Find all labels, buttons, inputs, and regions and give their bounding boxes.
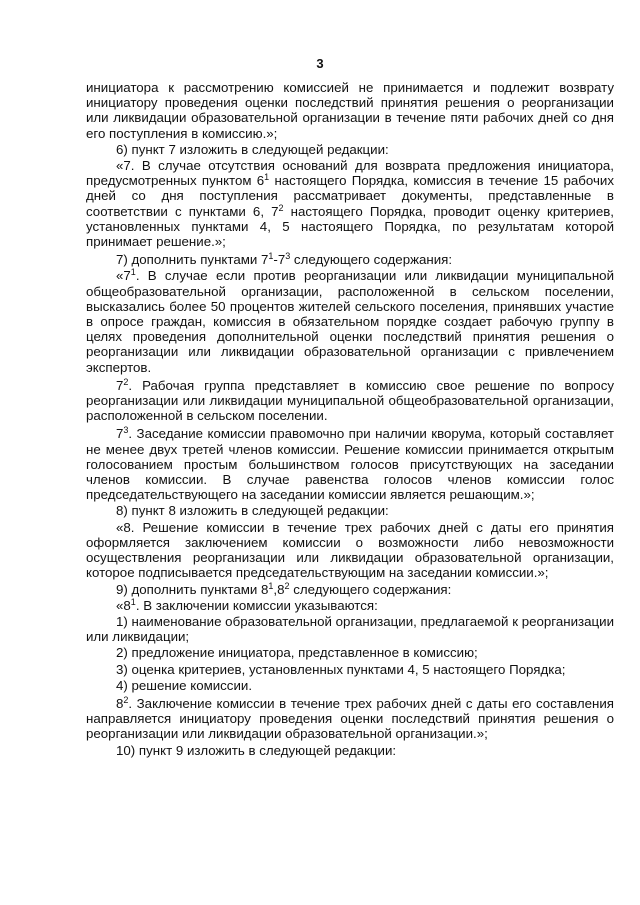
paragraph-clause-7: «7. В случае отсутствия оснований для возврата предложения инициатора, предусмотренных пунктом $6^1$ настоящего Порядка, комиссия в течение 15 рабочих дней со дня поступления рассматривает документы, представленные в соответствии с пунктами 6, $7^2$ настоящего Порядка, проводит оценку критериев, установленных пунктами 4, 5 настоящего Порядка, по результатам которой принимает решение.»; — [86, 158, 615, 250]
paragraph-clause-8-2: $8^2$. Заключение комиссии в течение трех рабочих дней с даты его составления направляется инициатору проведения оценки последствий принятия решения о реорганизации или ликвидации образовательной организации.»; — [86, 694, 614, 742]
paragraph-item-7: 7) дополнить пунктами $7^1-7^3$ следующего содержания: — [116, 251, 453, 268]
list-item-2: 2) предложение инициатора, представленное в комиссию; — [116, 645, 478, 661]
paragraph-clause-7-1: «$7^1$. В случае если против реорганизации или ликвидации муниципальной общеобразовательной организации, расположенной в сельском поселении, высказались более 50 процентов жителей сельского поселения, принявших участие в опросе граждан, комиссия в обязательном порядке создает рабочую группу в целях проведения дополнительной оценки последствий принятия решения о реорганизации или ликвидации образовательной организации с привлечением экспертов. — [86, 267, 614, 375]
paragraph-item-6: 6) пункт 7 изложить в следующей редакции: — [116, 141, 389, 157]
document-body — [86, 80, 614, 759]
paragraph-clause-8-1: «$8^1$. В заключении комиссии указываются: — [116, 596, 378, 613]
list-item-3: 3) оценка критериев, установленных пунктами 4, 5 настоящего Порядка; — [116, 661, 566, 677]
paragraph-item-8: 8) пункт 8 изложить в следующей редакции: — [116, 503, 389, 519]
list-item-1: 1) наименование образовательной организации, предлагаемой к реорганизации или ликвидации; — [86, 613, 614, 645]
paragraph-continuation: инициатора к рассмотрению комиссией не принимается и подлежит возврату инициатору проведения оценки последствий принятия решения о реорганизации или ликвидации образовательной организации в течение пяти рабочих дней со дня его поступления в комиссию.»; — [86, 80, 614, 141]
paragraph-item-9: 9) дополнить пунктами $8^1,8^2$ следующего содержания: — [116, 580, 452, 597]
paragraph-clause-8: «8. Решение комиссии в течение трех рабочих дней с даты его принятия оформляется заключением комиссии о возможности либо невозможности осуществления реорганизации или ликвидации образовательной организации, которое подписывается председательствующим на заседании комиссии.»; — [86, 519, 614, 581]
list-item-4: 4) решение комиссии. — [116, 677, 253, 693]
page-number: 3 — [316, 56, 324, 71]
paragraph-clause-7-3: $7^3$. Заседание комиссии правомочно при наличии кворума, который составляет не менее двух третей членов комиссии. Решение комиссии принимается открытым голосованием простым большинством голосов присутствующих на заседании членов комиссии. В случае равенства голосов членов комиссии голос председательствующего на заседании комиссии является решающим.»; — [86, 425, 614, 503]
paragraph-item-10: 10) пункт 9 изложить в следующей редакции: — [116, 742, 397, 758]
paragraph-clause-7-2: $7^2$. Рабочая группа представляет в комиссию свое решение по вопросу реорганизации или ликвидации муниципальной общеобразовательной организации, расположенной в сельском поселении. — [86, 376, 614, 424]
